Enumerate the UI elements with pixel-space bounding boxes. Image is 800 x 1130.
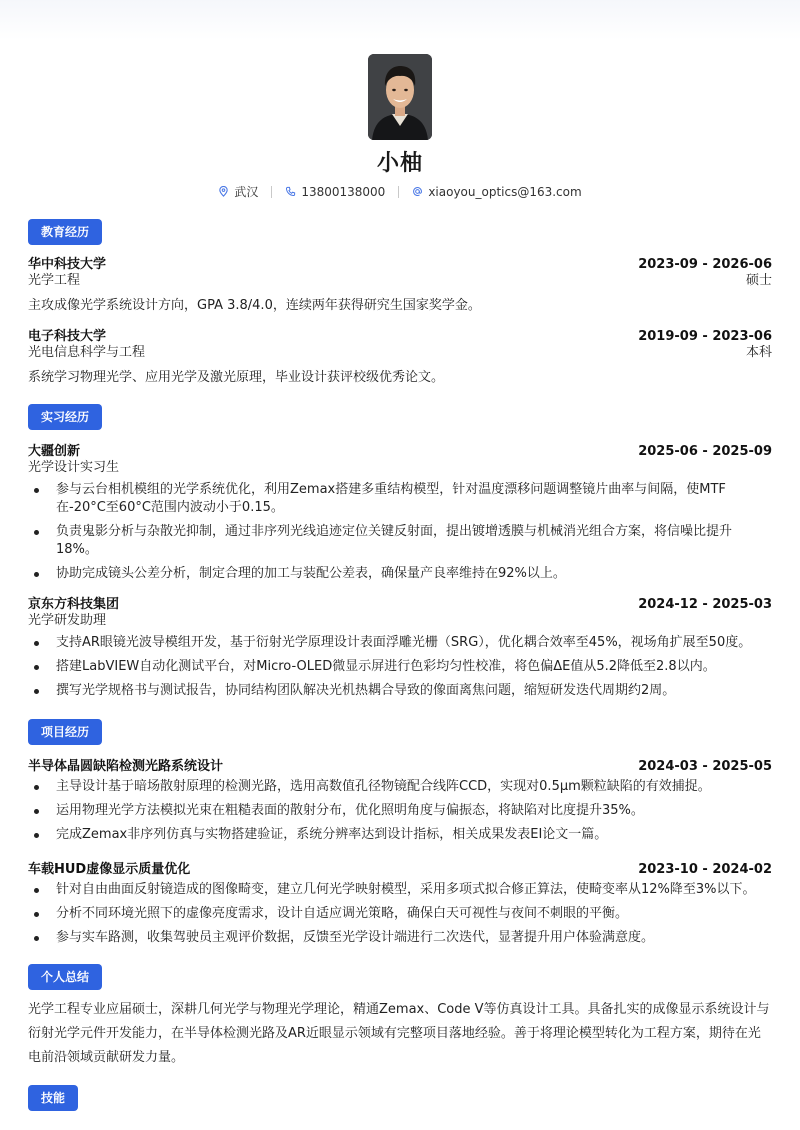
internship-entry [28, 440, 772, 589]
list-item: 主导设计基于暗场散射原理的检测光路，选用高数值孔径物镜配合线阵CCD，实现对0.5μm颗粒缺陷的有效捕捉。 [28, 778, 772, 796]
project-name: 车载HUD虚像显示质量优化 [28, 862, 191, 877]
list-item: 完成Zemax非序列仿真与实物搭建验证，系统分辨率达到设计指标，相关成果发表EI论文一篇。 [28, 826, 772, 844]
bullet-list [28, 778, 772, 844]
list-item: 负责鬼影分析与杂散光抑制，通过非序列光线追迹定位关键反射面，提出镀增透膜与机械消光组合方案，将信噪比提升18%。 [28, 523, 772, 559]
list-item: 搭建LabVIEW自动化测试平台，对Micro-OLED微显示屏进行色彩均匀性校准，将色偏ΔE值从5.2降低至2.8以内。 [28, 658, 772, 676]
list-item: 运用物理光学方法模拟光束在粗糙表面的散射分布，优化照明角度与偏振态，将缺陷对比度提升35%。 [28, 802, 772, 820]
project-entry [28, 858, 772, 953]
summary-text: 光学工程专业应届硕士，深耕几何光学与物理光学理论，精通Zemax、Code V等仿真设计工具。具备扎实的成像显示系统设计与衍射光学元件开发能力，在半导体检测光路及AR近眼显示领域有完整项目落地经验。善于将理论模型转化为工程方案，期待在光电前沿领域贡献研发力量。 [28, 1002, 770, 1065]
phone-text: 13800138000 [301, 184, 386, 199]
list-item: 分析不同环境光照下的虚像亮度需求，设计自适应调光策略，确保白天可视性与夜间不刺眼的平衡。 [28, 905, 772, 923]
entry-dates: 2025-06 - 2025-09 [638, 444, 772, 459]
list-item: 协助完成镜头公差分析，制定合理的加工与装配公差表，确保量产良率维持在92%以上。 [28, 565, 772, 583]
list-item: 参与实车路测，收集驾驶员主观评价数据，反馈至光学设计端进行二次迭代，显著提升用户体验满意度。 [28, 929, 772, 947]
role-title: 光学研发助理 [28, 613, 107, 628]
entry-description: 系统学习物理光学、应用光学及激光原理，毕业设计获评校级优秀论文。 [28, 370, 445, 385]
email-item[interactable] [412, 185, 581, 199]
internship-entry [28, 593, 772, 706]
degree: 硕士 [745, 273, 772, 288]
entry-dates: 2019-09 - 2023-06 [638, 329, 772, 344]
entry-dates: 2024-12 - 2025-03 [638, 597, 772, 612]
bullet-list [28, 481, 772, 583]
education-entry [28, 253, 772, 316]
list-item: 针对自由曲面反射镜造成的图像畸变，建立几何光学映射模型，采用多项式拟合修正算法，使畸变率从12%降至3%以下。 [28, 881, 772, 899]
section-internship-heading: 实习经历 [28, 404, 102, 430]
school-name: 华中科技大学 [28, 257, 107, 272]
candidate-name: 小柚 [376, 151, 423, 176]
entry-description: 主攻成像光学系统设计方向，GPA 3.8/4.0，连续两年获得研究生国家奖学金。 [28, 298, 481, 313]
contact-bar [0, 183, 800, 200]
at-sign-icon [412, 186, 423, 197]
entry-dates: 2024-03 - 2025-05 [638, 759, 772, 774]
degree: 本科 [745, 345, 772, 360]
bullet-list [28, 881, 772, 947]
company-name: 京东方科技集团 [28, 597, 120, 612]
phone-icon [285, 186, 296, 197]
education-entry [28, 325, 772, 388]
list-item: 参与云台相机模组的光学系统优化，利用Zemax搭建多重结构模型，针对温度漂移问题调整镜片曲率与间隔，使MTF在-20°C至60°C范围内波动小于0.15。 [28, 481, 772, 517]
section-summary-heading: 个人总结 [28, 964, 102, 990]
contact-divider [398, 186, 399, 198]
project-entry [28, 755, 772, 850]
list-item: 支持AR眼镜光波导模组开发，基于衍射光学原理设计表面浮雕光栅（SRG），优化耦合效率至45%，视场角扩展至50度。 [28, 634, 772, 652]
phone-item [285, 185, 385, 199]
list-item: 撰写光学规格书与测试报告，协同结构团队解决光机热耦合导致的像面离焦问题，缩短研发迭代周期约2周。 [28, 682, 772, 700]
bullet-list [28, 634, 772, 700]
location-text: 武汉 [234, 185, 259, 199]
location-pin-icon [218, 186, 229, 197]
major: 光学工程 [28, 273, 81, 288]
entry-dates: 2023-10 - 2024-02 [638, 862, 772, 877]
section-education-heading: 教育经历 [28, 219, 102, 245]
section-projects-heading: 项目经历 [28, 719, 102, 745]
project-name: 半导体晶圆缺陷检测光路系统设计 [28, 759, 224, 774]
company-name: 大疆创新 [28, 444, 81, 459]
role-title: 光学设计实习生 [28, 460, 120, 475]
section-skills-heading: 技能 [28, 1085, 78, 1111]
header-background [0, 0, 800, 40]
entry-dates: 2023-09 - 2026-06 [638, 257, 772, 272]
email-text: xiaoyou_optics@163.com [428, 184, 582, 199]
school-name: 电子科技大学 [28, 329, 107, 344]
location-item [218, 183, 258, 200]
contact-divider [271, 186, 272, 198]
profile-photo [368, 54, 432, 140]
major: 光电信息科学与工程 [28, 345, 146, 360]
